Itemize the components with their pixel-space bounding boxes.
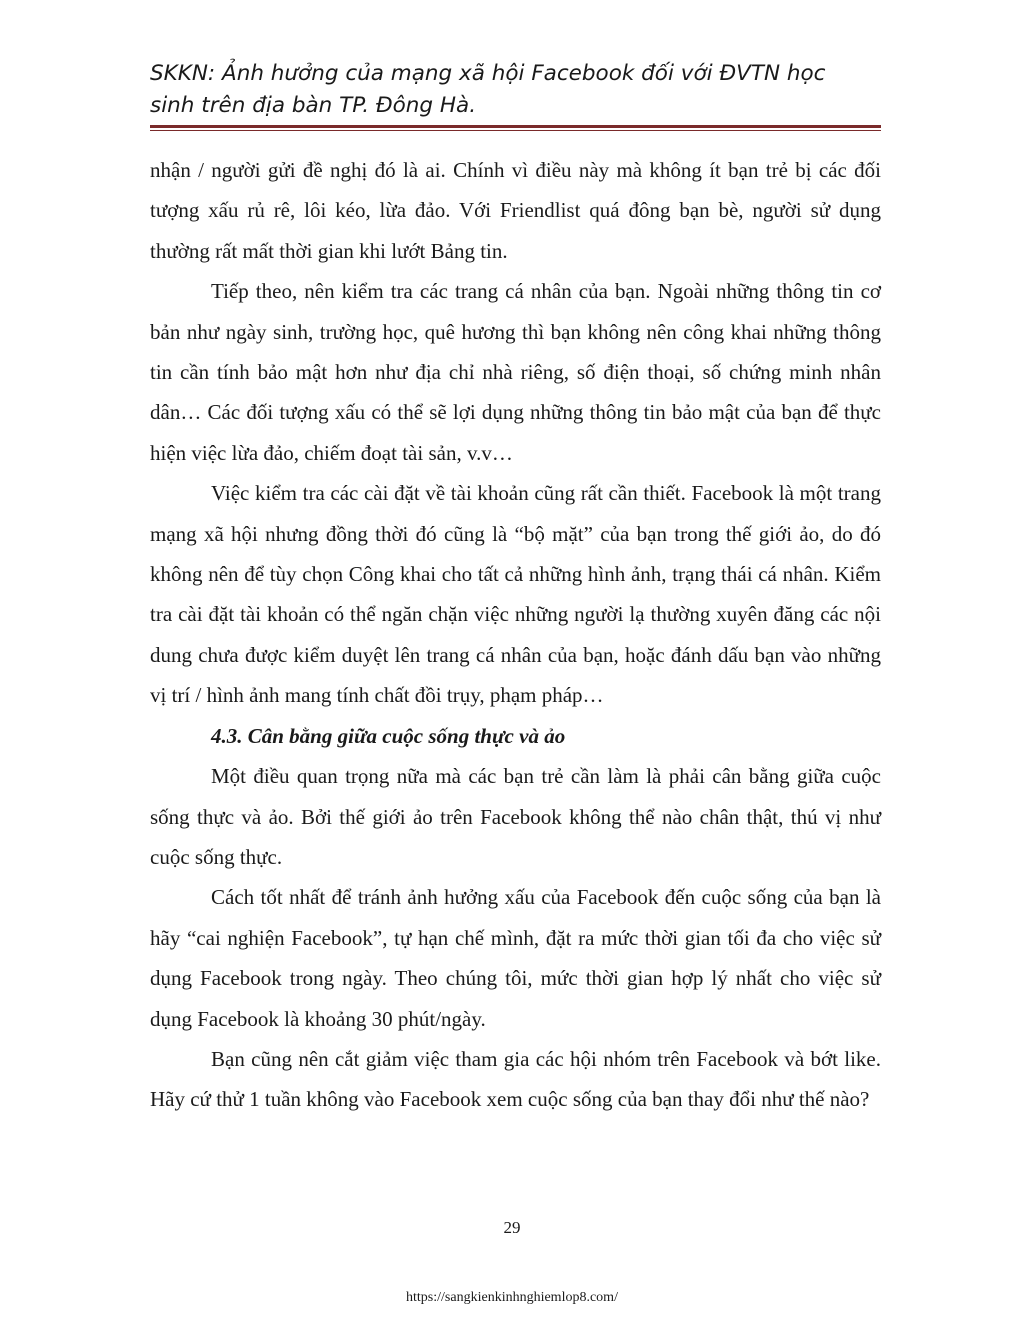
page-header (150, 58, 880, 122)
document-body (150, 150, 881, 1120)
header-title-line-1: SKKN: Ảnh hưởng của mạng xã hội Facebook đối với ĐVTN học (150, 61, 826, 86)
paragraph-balance: Một điều quan trọng nữa mà các bạn trẻ cần làm là phải cân bằng giữa cuộc sống thực và ảo. Bởi thế giới ảo trên Facebook không thể nào chân thật, thú vị như cuộc sống thực. (150, 764, 881, 869)
paragraph-detox: Cách tốt nhất để tránh ảnh hưởng xấu của Facebook đến cuộc sống của bạn là hãy “cai nghiện Facebook”, tự hạn chế mình, đặt ra mức thời gian tối đa cho việc sử dụng Facebook trong ngày. Theo chúng tôi, mức thời gian hợp lý nhất cho việc sử dụng Facebook là khoảng 30 phút/ngày. (150, 885, 881, 1031)
paragraph-profile-check: Tiếp theo, nên kiểm tra các trang cá nhân của bạn. Ngoài những thông tin cơ bản như ngày sinh, trường học, quê hương thì bạn không nên công khai những thông tin cần tính bảo mật hơn như địa chỉ nhà riêng, số điện thoại, số chứng minh nhân dân… Các đối tượng xấu có thể sẽ lợi dụng những thông tin bảo mật của bạn để thực hiện việc lừa đảo, chiếm đoạt tài sản, v.v… (150, 279, 881, 465)
footer-url[interactable]: https://sangkienkinhnghiemlop8.com/ (406, 1290, 618, 1305)
header-title-line-2: sinh trên địa bàn TP. Đông Hà. (150, 93, 477, 118)
header-rule-thin (150, 130, 881, 131)
header-rule-thick (150, 125, 881, 128)
paragraph-reduce-groups: Bạn cũng nên cắt giảm việc tham gia các hội nhóm trên Facebook và bớt like. Hãy cứ thử 1 tuần không vào Facebook xem cuộc sống của bạn thay đổi như thế nào? (150, 1046, 881, 1112)
section-heading: 4.3. Cân bằng giữa cuộc sống thực và ảo (211, 723, 566, 748)
page-number: 29 (503, 1218, 521, 1237)
paragraph-continuation: nhận / người gửi đề nghị đó là ai. Chính vì điều này mà không ít bạn trẻ bị các đối tượng xấu rủ rê, lôi kéo, lừa đảo. Với Friendlist quá đông bạn bè, người sử dụng thường rất mất thời gian khi lướt Bảng tin. (150, 158, 881, 263)
paragraph-account-settings: Việc kiểm tra các cài đặt về tài khoản cũng rất cần thiết. Facebook là một trang mạng xã hội nhưng đồng thời đó cũng là “bộ mặt” của bạn trong thế giới ảo, do đó không nên để tùy chọn Công khai cho tất cả những hình ảnh, trạng thái cá nhân. Kiểm tra cài đặt tài khoản có thể ngăn chặn việc những người lạ thường xuyên đăng các nội dung chưa được kiểm duyệt lên trang cá nhân của bạn, hoặc đánh dấu bạn vào những vị trí / hình ảnh mang tính chất đồi trụy, phạm pháp… (150, 481, 881, 708)
